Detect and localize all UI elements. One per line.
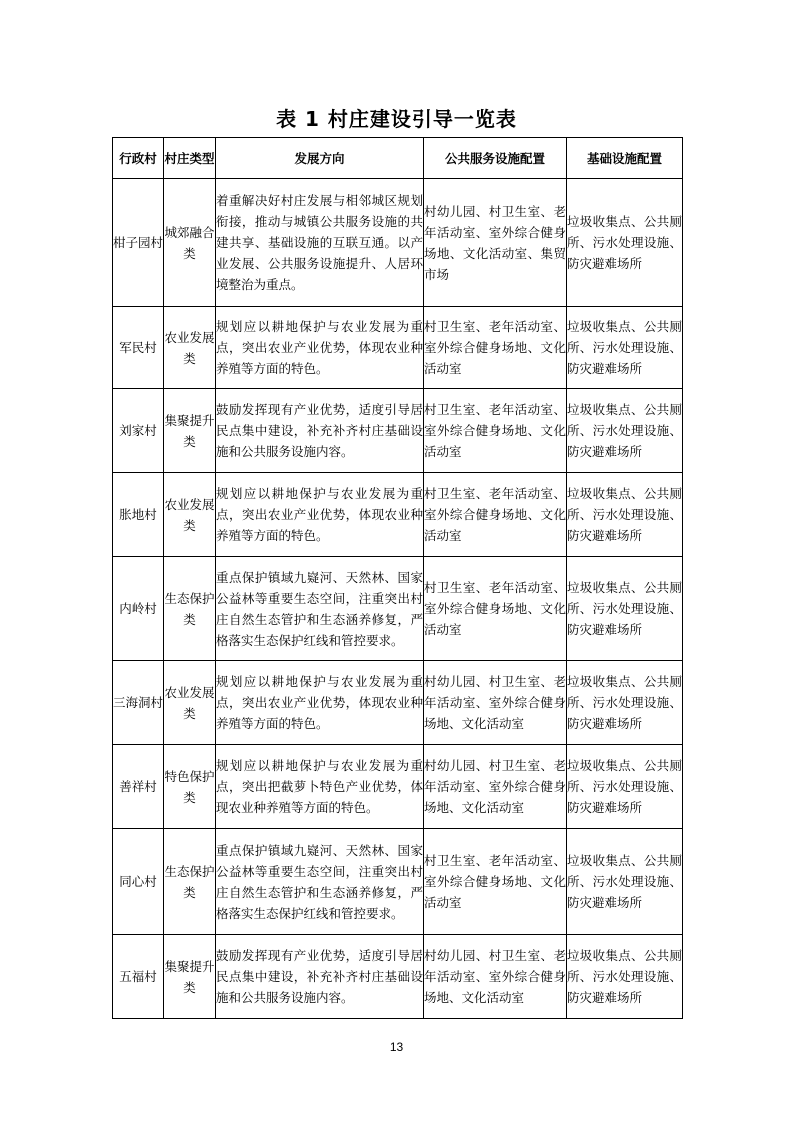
table-row	[113, 661, 683, 745]
page-number: 13	[389, 1040, 404, 1054]
village-cell: 三海洞村	[113, 661, 164, 745]
direction-cell: 着重解决好村庄发展与相邻城区规划衔接，推动与城镇公共服务设施的共建共享、基础设施的互联互通。以产业发展、公共服务设施提升、人居环境整治为重点。	[216, 179, 424, 307]
table-row	[113, 307, 683, 389]
village-type-cell: 集聚提升类	[164, 935, 216, 1019]
infrastructure-cell: 垃圾收集点、公共厕所、污水处理设施、防灾避难场所	[567, 661, 683, 745]
infrastructure-cell: 垃圾收集点、公共厕所、污水处理设施、防灾避难场所	[567, 179, 683, 307]
village-cell: 柑子园村	[113, 179, 164, 307]
infrastructure-cell: 垃圾收集点、公共厕所、污水处理设施、防灾避难场所	[567, 829, 683, 935]
village-cell: 善祥村	[113, 745, 164, 829]
village-cell: 胀地村	[113, 473, 164, 557]
table-row	[113, 557, 683, 661]
public-facilities-cell: 村幼儿园、村卫生室、老年活动室、室外综合健身场地、文化活动室、集贸市场	[424, 179, 567, 307]
village-type-cell: 农业发展类	[164, 307, 216, 389]
infrastructure-cell: 垃圾收集点、公共厕所、污水处理设施、防灾避难场所	[567, 307, 683, 389]
public-facilities-cell: 村卫生室、老年活动室、室外综合健身场地、文化活动室	[424, 829, 567, 935]
header-infrastructure: 基础设施配置	[567, 138, 683, 179]
direction-cell: 规划应以耕地保护与农业发展为重点，突出把截萝卜特色产业优势，体现农业种养殖等方面的特色。	[216, 745, 424, 829]
public-facilities-cell: 村卫生室、老年活动室、室外综合健身场地、文化活动室	[424, 307, 567, 389]
table-row	[113, 745, 683, 829]
table-title: 表 1 村庄建设引导一览表	[276, 107, 517, 131]
public-facilities-cell: 村幼儿园、村卫生室、老年活动室、室外综合健身场地、文化活动室	[424, 935, 567, 1019]
direction-cell: 重点保护镇域九嶷河、天然林、国家公益林等重要生态空间，注重突出村庄自然生态管护和生态涵养修复，严格落实生态保护红线和管控要求。	[216, 829, 424, 935]
public-facilities-cell: 村卫生室、老年活动室、室外综合健身场地、文化活动室	[424, 557, 567, 661]
infrastructure-cell: 垃圾收集点、公共厕所、污水处理设施、防灾避难场所	[567, 935, 683, 1019]
public-facilities-cell: 村卫生室、老年活动室、室外综合健身场地、文化活动室	[424, 473, 567, 557]
village-type-cell: 特色保护类	[164, 745, 216, 829]
table-row	[113, 935, 683, 1019]
public-facilities-cell: 村卫生室、老年活动室、室外综合健身场地、文化活动室	[424, 389, 567, 473]
direction-cell: 鼓励发挥现有产业优势，适度引导居民点集中建设，补充补齐村庄基础设施和公共服务设施内容。	[216, 389, 424, 473]
village-type-cell: 集聚提升类	[164, 389, 216, 473]
direction-cell: 鼓励发挥现有产业优势，适度引导居民点集中建设，补充补齐村庄基础设施和公共服务设施内容。	[216, 935, 424, 1019]
village-type-cell: 生态保护类	[164, 829, 216, 935]
table-row	[113, 389, 683, 473]
infrastructure-cell: 垃圾收集点、公共厕所、污水处理设施、防灾避难场所	[567, 389, 683, 473]
header-village: 行政村	[113, 138, 164, 179]
public-facilities-cell: 村幼儿园、村卫生室、老年活动室、室外综合健身场地、文化活动室	[424, 661, 567, 745]
direction-cell: 规划应以耕地保护与农业发展为重点，突出农业产业优势，体现农业种养殖等方面的特色。	[216, 661, 424, 745]
table-row	[113, 473, 683, 557]
table-row	[113, 179, 683, 307]
village-guide-table	[112, 137, 683, 1019]
village-cell: 同心村	[113, 829, 164, 935]
village-cell: 内岭村	[113, 557, 164, 661]
village-type-cell: 城郊融合类	[164, 179, 216, 307]
village-cell: 五福村	[113, 935, 164, 1019]
village-cell: 刘家村	[113, 389, 164, 473]
public-facilities-cell: 村幼儿园、村卫生室、老年活动室、室外综合健身场地、文化活动室	[424, 745, 567, 829]
village-type-cell: 生态保护类	[164, 557, 216, 661]
header-direction: 发展方向	[216, 138, 424, 179]
village-type-cell: 农业发展类	[164, 473, 216, 557]
direction-cell: 重点保护镇域九嶷河、天然林、国家公益林等重要生态空间，注重突出村庄自然生态管护和生态涵养修复，严格落实生态保护红线和管控要求。	[216, 557, 424, 661]
village-cell: 军民村	[113, 307, 164, 389]
direction-cell: 规划应以耕地保护与农业发展为重点，突出农业产业优势，体现农业种养殖等方面的特色。	[216, 307, 424, 389]
header-public-facilities: 公共服务设施配置	[424, 138, 567, 179]
direction-cell: 规划应以耕地保护与农业发展为重点，突出农业产业优势，体现农业种养殖等方面的特色。	[216, 473, 424, 557]
infrastructure-cell: 垃圾收集点、公共厕所、污水处理设施、防灾避难场所	[567, 473, 683, 557]
village-type-cell: 农业发展类	[164, 661, 216, 745]
infrastructure-cell: 垃圾收集点、公共厕所、污水处理设施、防灾避难场所	[567, 745, 683, 829]
infrastructure-cell: 垃圾收集点、公共厕所、污水处理设施、防灾避难场所	[567, 557, 683, 661]
header-type: 村庄类型	[164, 138, 216, 179]
table-row	[113, 829, 683, 935]
table-header-row	[113, 138, 683, 179]
